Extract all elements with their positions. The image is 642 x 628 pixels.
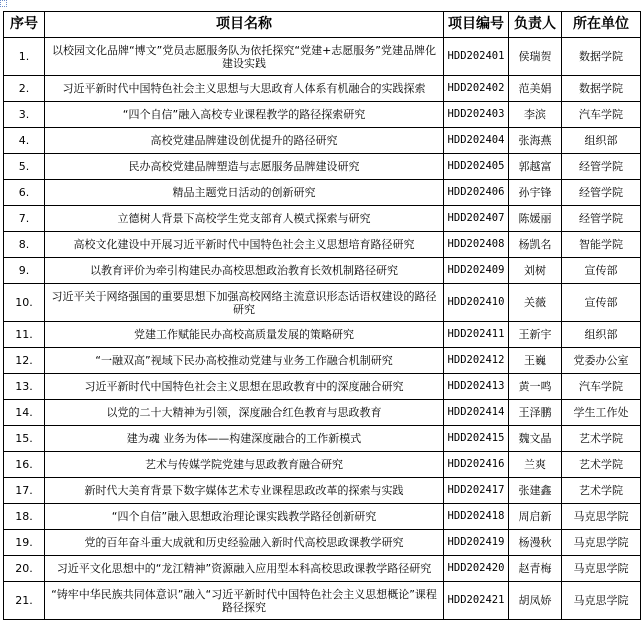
cell-leader: 王巍: [509, 348, 562, 374]
cell-project-name: 习近平关于网络强国的重要思想下加强高校网络主流意识形态话语权建设的路径研究: [45, 284, 444, 322]
cell-unit: 宣传部: [562, 258, 641, 284]
table-row: [4, 322, 641, 348]
cell-project-name: 新时代大美育背景下数字媒体艺术专业课程思政改革的探索与实践: [45, 478, 444, 504]
cell-unit: 组织部: [562, 322, 641, 348]
cell-unit: 智能学院: [562, 232, 641, 258]
cell-leader: 黄一鸣: [509, 374, 562, 400]
cell-project-code: HDD202415: [444, 426, 509, 452]
table-row: [4, 284, 641, 322]
cell-project-name: 民办高校党建品牌塑造与志愿服务品牌建设研究: [45, 154, 444, 180]
table-row: [4, 348, 641, 374]
cell-project-code: HDD202402: [444, 76, 509, 102]
cell-no: 21.: [4, 582, 45, 620]
cell-project-name: 精品主题党日活动的创新研究: [45, 180, 444, 206]
cell-unit: 马克思学院: [562, 556, 641, 582]
table-row: [4, 102, 641, 128]
cell-leader: 孙宇锋: [509, 180, 562, 206]
cell-project-name: 高校文化建设中开展习近平新时代中国特色社会主义思想培育路径研究: [45, 232, 444, 258]
table-row: [4, 504, 641, 530]
cell-project-code: HDD202417: [444, 478, 509, 504]
table-row: [4, 154, 641, 180]
cell-project-name: 党的百年奋斗重大成就和历史经验融入新时代高校思政课教学研究: [45, 530, 444, 556]
cell-project-name: 习近平新时代中国特色社会主义思想在思政教育中的深度融合研究: [45, 374, 444, 400]
cell-project-name: 以党的二十大精神为引领，深度融合红色教育与思政教育: [45, 400, 444, 426]
project-table: [3, 11, 641, 620]
cell-project-name: “四个自信”融入高校专业课程教学的路径探索研究: [45, 102, 444, 128]
cell-leader: 陈媛丽: [509, 206, 562, 232]
cell-unit: 经管学院: [562, 154, 641, 180]
cell-project-code: HDD202410: [444, 284, 509, 322]
cell-leader: 侯瑞贺: [509, 38, 562, 76]
cell-no: 3.: [4, 102, 45, 128]
table-anchor-handle[interactable]: [0, 0, 7, 7]
cell-leader: 胡凤娇: [509, 582, 562, 620]
cell-unit: 党委办公室: [562, 348, 641, 374]
cell-project-name: 习近平新时代中国特色社会主义思想与大思政育人体系有机融合的实践探索: [45, 76, 444, 102]
cell-no: 6.: [4, 180, 45, 206]
header-name: 项目名称: [45, 12, 444, 38]
cell-unit: 组织部: [562, 128, 641, 154]
cell-no: 7.: [4, 206, 45, 232]
cell-leader: 范美娟: [509, 76, 562, 102]
cell-no: 10.: [4, 284, 45, 322]
cell-project-code: HDD202416: [444, 452, 509, 478]
cell-leader: 张建鑫: [509, 478, 562, 504]
cell-leader: 杨漫秋: [509, 530, 562, 556]
cell-project-code: HDD202420: [444, 556, 509, 582]
cell-unit: 艺术学院: [562, 478, 641, 504]
cell-unit: 马克思学院: [562, 504, 641, 530]
cell-project-name: 建为魂 业务为体——构建深度融合的工作新模式: [45, 426, 444, 452]
table-row: [4, 258, 641, 284]
cell-unit: 数据学院: [562, 38, 641, 76]
header-unit: 所在单位: [562, 12, 641, 38]
cell-project-code: HDD202401: [444, 38, 509, 76]
table-row: [4, 582, 641, 620]
table-row: [4, 76, 641, 102]
cell-project-code: HDD202409: [444, 258, 509, 284]
cell-leader: 赵青梅: [509, 556, 562, 582]
table-row: [4, 232, 641, 258]
cell-leader: 杨凯名: [509, 232, 562, 258]
cell-leader: 刘树: [509, 258, 562, 284]
cell-project-name: “四个自信”融入思想政治理论课实践教学路径创新研究: [45, 504, 444, 530]
cell-no: 11.: [4, 322, 45, 348]
cell-leader: 王泽鹏: [509, 400, 562, 426]
cell-no: 5.: [4, 154, 45, 180]
cell-leader: 关薇: [509, 284, 562, 322]
cell-no: 14.: [4, 400, 45, 426]
cell-no: 1.: [4, 38, 45, 76]
table-row: [4, 180, 641, 206]
cell-unit: 艺术学院: [562, 426, 641, 452]
cell-project-name: 党建工作赋能民办高校高质量发展的策略研究: [45, 322, 444, 348]
cell-no: 8.: [4, 232, 45, 258]
table-row: [4, 374, 641, 400]
cell-project-code: HDD202405: [444, 154, 509, 180]
cell-project-name: 高校党建品牌建设创优提升的路径研究: [45, 128, 444, 154]
cell-project-code: HDD202411: [444, 322, 509, 348]
cell-leader: 魏文晶: [509, 426, 562, 452]
table-row: [4, 556, 641, 582]
cell-unit: 数据学院: [562, 76, 641, 102]
cell-project-name: 以教育评价为牵引构建民办高校思想政治教育长效机制路径研究: [45, 258, 444, 284]
table-row: [4, 478, 641, 504]
cell-leader: 李滨: [509, 102, 562, 128]
cell-project-name: 习近平文化思想中的“龙江精神”资源融入应用型本科高校思政课教学路径研究: [45, 556, 444, 582]
cell-unit: 汽车学院: [562, 374, 641, 400]
cell-leader: 兰爽: [509, 452, 562, 478]
cell-project-code: HDD202413: [444, 374, 509, 400]
cell-project-code: HDD202421: [444, 582, 509, 620]
cell-unit: 经管学院: [562, 206, 641, 232]
table-row: [4, 206, 641, 232]
cell-project-code: HDD202418: [444, 504, 509, 530]
table-header-row: [4, 12, 641, 38]
cell-no: 12.: [4, 348, 45, 374]
cell-project-code: HDD202403: [444, 102, 509, 128]
cell-no: 20.: [4, 556, 45, 582]
cell-project-name: “一融双高”视域下民办高校推动党建与业务工作融合机制研究: [45, 348, 444, 374]
cell-no: 15.: [4, 426, 45, 452]
cell-no: 4.: [4, 128, 45, 154]
cell-unit: 马克思学院: [562, 530, 641, 556]
cell-project-code: HDD202408: [444, 232, 509, 258]
cell-leader: 周启新: [509, 504, 562, 530]
header-no: 序号: [4, 12, 45, 38]
table-row: [4, 128, 641, 154]
cell-no: 16.: [4, 452, 45, 478]
cell-leader: 郭越富: [509, 154, 562, 180]
table-row: [4, 452, 641, 478]
cell-unit: 马克思学院: [562, 582, 641, 620]
header-code: 项目编号: [444, 12, 509, 38]
cell-project-code: HDD202414: [444, 400, 509, 426]
cell-project-name: “铸牢中华民族共同体意识”融入“习近平新时代中国特色社会主义思想概论”课程路径探究: [45, 582, 444, 620]
cell-unit: 艺术学院: [562, 452, 641, 478]
cell-project-name: 立德树人背景下高校学生党支部育人模式探索与研究: [45, 206, 444, 232]
cell-leader: 张海燕: [509, 128, 562, 154]
cell-project-name: 以校园文化品牌“博文”党员志愿服务队为依托探究“党建+志愿服务”党建品牌化建设实践: [45, 38, 444, 76]
cell-project-code: HDD202412: [444, 348, 509, 374]
cell-unit: 学生工作处: [562, 400, 641, 426]
table-row: [4, 426, 641, 452]
cell-no: 19.: [4, 530, 45, 556]
cell-unit: 汽车学院: [562, 102, 641, 128]
header-leader: 负责人: [509, 12, 562, 38]
cell-leader: 王新宇: [509, 322, 562, 348]
cell-project-name: 艺术与传媒学院党建与思政教育融合研究: [45, 452, 444, 478]
cell-no: 2.: [4, 76, 45, 102]
cell-unit: 宣传部: [562, 284, 641, 322]
cell-project-code: HDD202404: [444, 128, 509, 154]
cell-no: 9.: [4, 258, 45, 284]
table-row: [4, 38, 641, 76]
cell-project-code: HDD202419: [444, 530, 509, 556]
cell-no: 17.: [4, 478, 45, 504]
table-row: [4, 530, 641, 556]
cell-project-code: HDD202406: [444, 180, 509, 206]
cell-unit: 经管学院: [562, 180, 641, 206]
cell-project-code: HDD202407: [444, 206, 509, 232]
cell-no: 13.: [4, 374, 45, 400]
table-row: [4, 400, 641, 426]
cell-no: 18.: [4, 504, 45, 530]
